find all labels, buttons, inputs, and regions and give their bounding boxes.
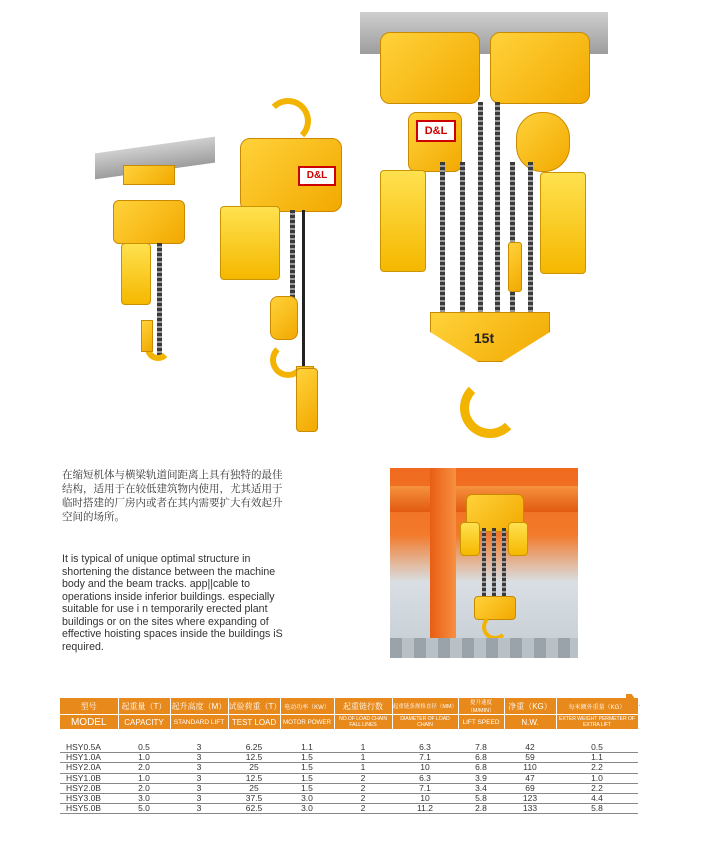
brand-label: D&L: [298, 166, 336, 186]
table-cell: 3: [170, 804, 228, 814]
table-cell: 0.5: [118, 743, 170, 753]
table-cell: 2.2: [556, 763, 638, 773]
table-row: [60, 793, 638, 803]
table-cell: 2: [334, 773, 392, 783]
table-cell: 1: [334, 763, 392, 773]
table-cell: 2.0: [118, 763, 170, 773]
header-cn-motor: 电动功率（KW）: [280, 698, 334, 715]
table-cell: 12.5: [228, 773, 280, 783]
table-cell: 3: [170, 753, 228, 763]
table-cell: HSY1.0B: [60, 773, 118, 783]
header-en-chain-dia: DIAMETER OF LOAD CHAIN: [392, 715, 458, 730]
capacity-plate: 15t: [473, 330, 495, 346]
header-en-nw: N.W.: [504, 715, 556, 730]
header-cn-speed: 提升速度（M/MIN）: [458, 698, 504, 715]
header-en-speed: LIFT SPEED: [458, 715, 504, 730]
description-cn: 在缩短机体与横梁轨道间距离上具有独特的最佳结构，适用于在较低建筑物内使用，尤其适用于临时搭建的厂房内或者在其内需要扩大有效起升空间的场所。: [62, 469, 283, 523]
table-cell: 0.5: [556, 743, 638, 753]
header-cn-chain-lines: 起重链行数: [334, 698, 392, 715]
header-cn-lift: 起升高度（M）: [170, 698, 228, 715]
table-cell: 3: [170, 783, 228, 793]
table-cell: 1.5: [280, 783, 334, 793]
table-cell: 2: [334, 804, 392, 814]
header-en-capacity: CAPACITY: [118, 715, 170, 730]
table-cell: HSY0.5A: [60, 743, 118, 753]
brand-label-large: D&L: [416, 120, 456, 142]
table-cell: 2.8: [458, 804, 504, 814]
table-cell: 11.2: [392, 804, 458, 814]
table-cell: 7.1: [392, 783, 458, 793]
header-cn-model: 型号: [60, 698, 118, 715]
header-cn-extra: 每米额外重量（KG）: [556, 698, 638, 715]
table-cell: 3.9: [458, 773, 504, 783]
table-cell: 25: [228, 763, 280, 773]
table-cell: 2: [334, 783, 392, 793]
header-en-lift: STANDARD LIFT: [170, 715, 228, 730]
table-cell: 123: [504, 793, 556, 803]
table-cell: 10: [392, 763, 458, 773]
header-cn-nw: 净重（KG）: [504, 698, 556, 715]
table-cell: 110: [504, 763, 556, 773]
table-row: [60, 763, 638, 773]
table-cell: 7.8: [458, 743, 504, 753]
description-en: It is typical of unique optimal structure in shortening the distance between the machine body and the beam tracks. app||cable to operations inside inferior buildings. especially suitable for use i n temporarily erected plant buildings or on the sites where expanding of effective hoisting spaces inside the buildings iS required.: [62, 553, 283, 653]
table-cell: 3: [170, 793, 228, 803]
photo-workshop: [390, 468, 578, 658]
table-cell: 6.3: [392, 773, 458, 783]
table-row: [60, 743, 638, 753]
table-cell: 1.1: [280, 743, 334, 753]
table-cell: 3.0: [118, 793, 170, 803]
header-en-chain-lines: NO.OF LOAD CHAIN FALL LINES: [334, 715, 392, 730]
photo-hoist-on-beam: [95, 135, 215, 365]
table-cell: 5.8: [458, 793, 504, 803]
table-cell: 1.1: [556, 753, 638, 763]
table-cell: HSY2.0B: [60, 783, 118, 793]
table-cell: 2.2: [556, 783, 638, 793]
table-cell: 47: [504, 773, 556, 783]
table-cell: 1: [334, 743, 392, 753]
table-cell: HSY1.0A: [60, 753, 118, 763]
photo-hoist-15t: [360, 12, 610, 437]
spec-table: [60, 698, 638, 814]
table-cell: 1.5: [280, 753, 334, 763]
table-cell: 6.25: [228, 743, 280, 753]
table-cell: 6.3: [392, 743, 458, 753]
table-cell: 42: [504, 743, 556, 753]
table-cell: 10: [392, 793, 458, 803]
table-cell: 3.0: [280, 793, 334, 803]
header-cn-capacity: 起重量（T）: [118, 698, 170, 715]
table-row: [60, 804, 638, 814]
table-cell: 1.5: [280, 773, 334, 783]
table-cell: 3: [170, 773, 228, 783]
table-cell: 3.4: [458, 783, 504, 793]
table-cell: 5.0: [118, 804, 170, 814]
table-row: [60, 783, 638, 793]
table-row: [60, 773, 638, 783]
table-cell: 69: [504, 783, 556, 793]
table-cell: HSY2.0A: [60, 763, 118, 773]
table-cell: 25: [228, 783, 280, 793]
table-cell: 2: [334, 793, 392, 803]
table-cell: HSY5.0B: [60, 804, 118, 814]
header-row-cn: [60, 698, 638, 715]
table-cell: 3: [170, 763, 228, 773]
table-cell: 5.8: [556, 804, 638, 814]
table-cell: 3.0: [280, 804, 334, 814]
table-cell: HSY3.0B: [60, 793, 118, 803]
table-cell: 133: [504, 804, 556, 814]
header-cn-chain-dia: 起重链条规格直径（MM）: [392, 698, 458, 715]
pendant-control: [296, 368, 318, 432]
table-cell: 62.5: [228, 804, 280, 814]
table-cell: 1.0: [556, 773, 638, 783]
table-cell: 7.1: [392, 753, 458, 763]
table-cell: 4.4: [556, 793, 638, 803]
photo-hoist-dl: [220, 98, 340, 378]
table-row: [60, 753, 638, 763]
table-cell: 6.8: [458, 763, 504, 773]
table-cell: 37.5: [228, 793, 280, 803]
table-cell: 1.0: [118, 753, 170, 763]
header-row-en: [60, 715, 638, 730]
table-cell: 1: [334, 753, 392, 763]
header-en-extra: EXTER WEIGHT PERMETER OF EXTRA LIFT: [556, 715, 638, 730]
header-en-motor: MOTOR POWER: [280, 715, 334, 730]
header-cn-test-load: 试验荷重（T）: [228, 698, 280, 715]
table-cell: 2.0: [118, 783, 170, 793]
table-cell: 6.8: [458, 753, 504, 763]
table-cell: 1.5: [280, 763, 334, 773]
header-en-model: MODEL: [60, 715, 118, 730]
table-cell: 1.0: [118, 773, 170, 783]
header-en-test-load: TEST LOAD: [228, 715, 280, 730]
table-cell: 3: [170, 743, 228, 753]
table-cell: 12.5: [228, 753, 280, 763]
table-cell: 59: [504, 753, 556, 763]
